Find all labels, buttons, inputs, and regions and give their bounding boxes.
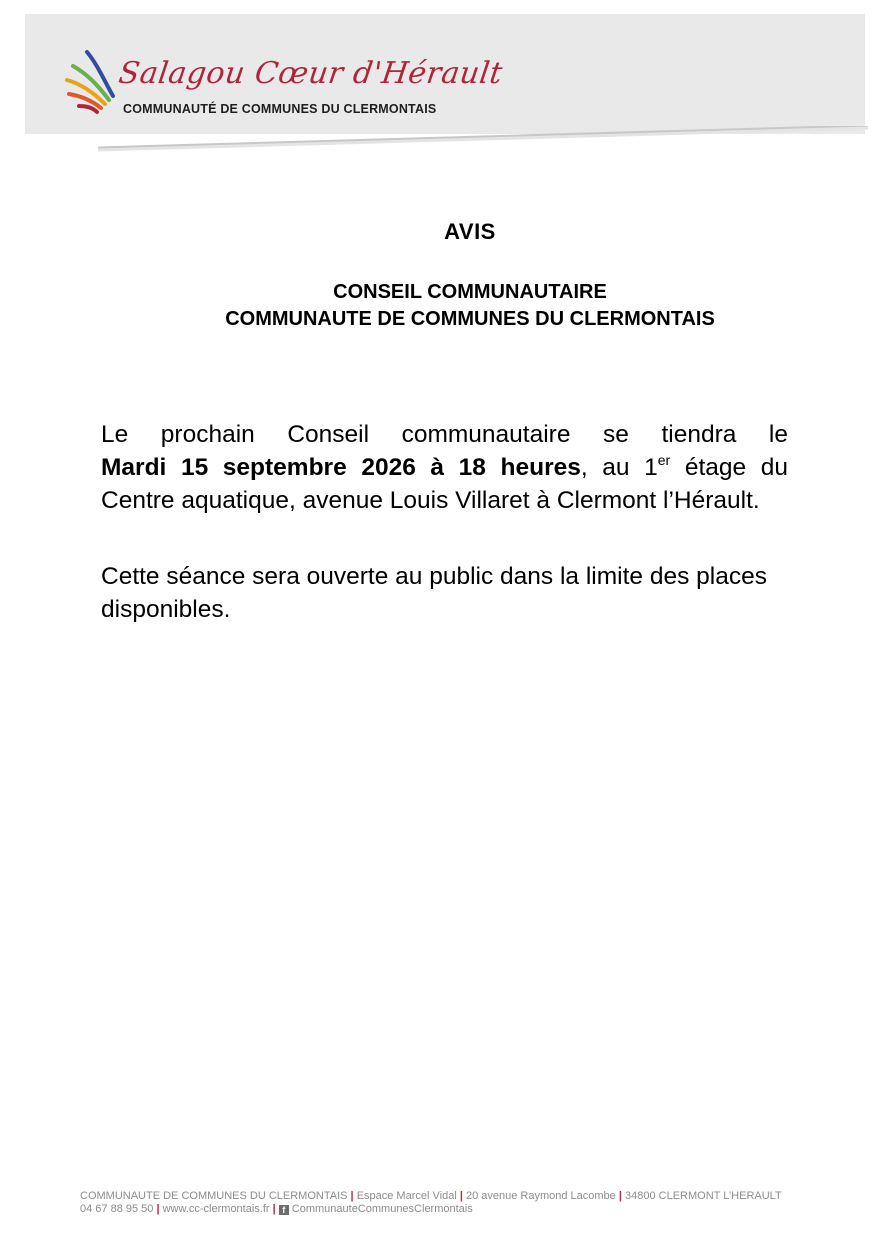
meeting-location: étage du Centre aquatique, avenue Louis Villaret à Clermont l’Hérault. (101, 454, 788, 514)
footer-org: COMMUNAUTE DE COMMUNES DU CLERMONTAIS (80, 1190, 348, 1202)
meeting-paragraph (101, 418, 788, 517)
footer-phone: 04 67 88 95 50 (80, 1203, 154, 1215)
footer-separator: | (156, 1203, 160, 1215)
logo-wordmark: Salagou Cœur d'Hérault (116, 56, 505, 91)
footer-facebook[interactable]: CommunauteCommunesClermontais (291, 1203, 473, 1215)
letterhead-banner (25, 14, 865, 134)
footer-separator: | (459, 1190, 463, 1202)
meeting-floor-sup: er (657, 452, 671, 468)
notice-title: AVIS (444, 219, 496, 244)
footer-website[interactable]: www.cc-clermontais.fr (162, 1203, 270, 1215)
logo-rays-icon (65, 44, 117, 116)
notice-subtitle-line1: CONSEIL COMMUNAUTAIRE (333, 281, 607, 303)
footer-address-city: 34800 CLERMONT L’HERAULT (625, 1190, 782, 1202)
footer-address-street: 20 avenue Raymond Lacombe (465, 1190, 616, 1202)
meeting-intro: Le prochain Conseil communautaire se tiendra le (101, 421, 788, 448)
meeting-floor-prefix: , au 1 (580, 454, 658, 481)
notice-subtitle (0, 279, 880, 333)
logo-subtitle: COMMUNAUTÉ DE COMMUNES DU CLERMONTAIS (123, 102, 437, 116)
facebook-icon: f (279, 1205, 289, 1215)
footer-separator: | (272, 1203, 276, 1215)
footer-separator: | (350, 1190, 354, 1202)
meeting-date: Mardi 15 septembre 2026 à 18 heures (101, 454, 581, 481)
letterhead-footer (80, 1190, 800, 1216)
public-access-paragraph: Cette séance sera ouverte au public dans la limite des places disponibles. (101, 563, 767, 623)
footer-address-place: Espace Marcel Vidal (356, 1190, 457, 1202)
footer-separator: | (618, 1190, 622, 1202)
notice-subtitle-line2: COMMUNAUTE DE COMMUNES DU CLERMONTAIS (225, 308, 715, 330)
